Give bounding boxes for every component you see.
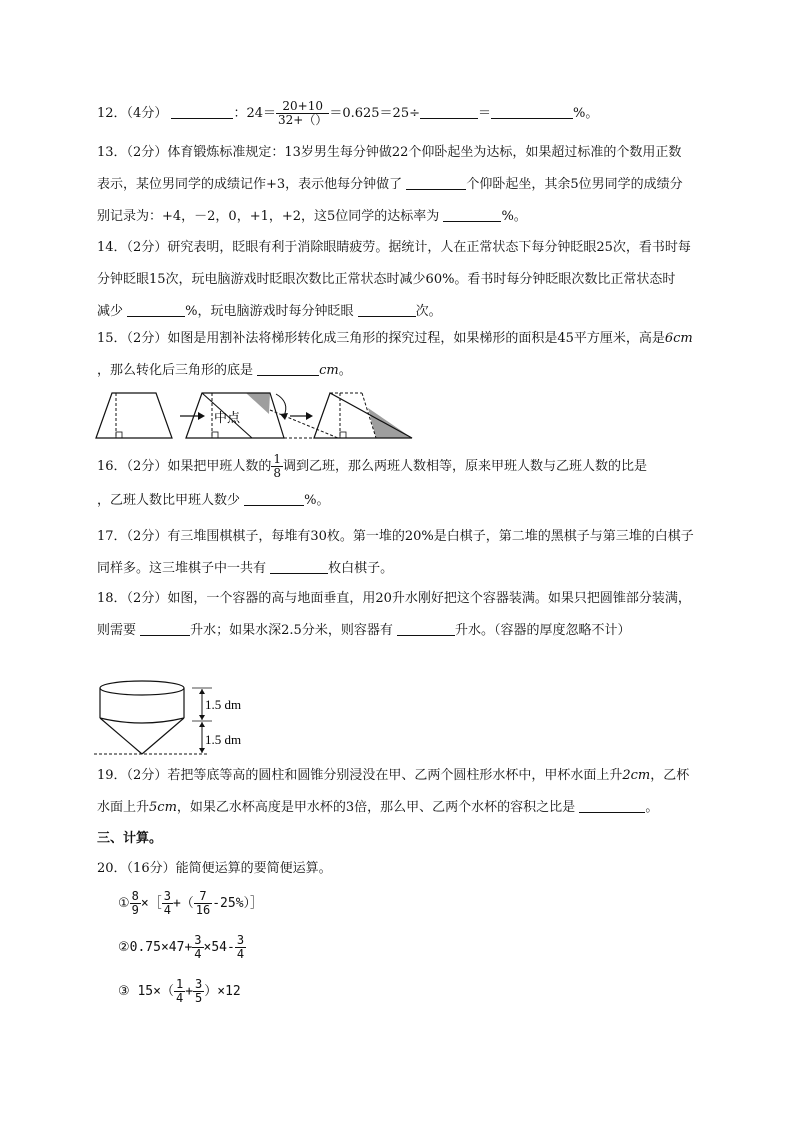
dimension-label: 1.5 dm (205, 732, 242, 747)
fraction: $\frac{20+10}{32+()}$ (278, 99, 328, 127)
expression-2: ②0.75×47+ $\frac{3}{4}$ ×54- $\frac{3}{4}$ (118, 933, 245, 961)
answer-blank[interactable] (127, 302, 185, 317)
answer-blank[interactable] (443, 207, 501, 222)
question-13: 13．（2分）体育锻炼标准规定：13岁男生每分钟做22个仰卧起坐为达标，如果超过标准的个数用正数 表示，某位男同学的成绩记作+3，表示他每分钟做了 个仰卧起坐，其余5位男同学的成绩分 别记录为：+4，－2，0，+1，+2，这5位同学的达标率为 %。 (97, 145, 683, 224)
answer-blank[interactable] (397, 621, 455, 636)
answer-blank[interactable] (420, 104, 478, 119)
arrow-icon (306, 412, 313, 420)
answer-blank[interactable] (171, 104, 233, 119)
question-15: 15．（2分）如图是用割补法将梯形转化成三角形的探究过程，如果梯形的面积是45平方厘米，高是6cm ，那么转化后三角形的底是 cm。 (97, 331, 693, 378)
question-19: 19．（2分）若把等底等高的圆柱和圆锥分别浸没在甲、乙两个圆柱形水杯中，甲杯水面上升2cm，乙杯 水面上升5cm，如果乙水杯高度是甲水杯的3倍，那么甲、乙两个水杯的容积之比是 。 (97, 768, 690, 815)
question-12: 12．（4分） ：24＝ $\frac{20+10}{32+()}$ ＝0.625＝25÷ ＝ %。 (97, 99, 599, 127)
cylinder-cone-container-figure (92, 676, 262, 760)
answer-blank[interactable] (244, 491, 304, 506)
trapezoid-shape (96, 393, 172, 438)
question-14: 14．（2分）研究表明，眨眼有利于消除眼睛疲劳。据统计，人在正常状态下每分钟眨眼25次，看书时每 分钟眨眼15次，玩电脑游戏时眨眼次数比正常状态时减少60%。看书时每分钟眨眼次数比正常状态时 减少 %，玩电脑游戏时每分钟眨眼 次。 (97, 240, 691, 319)
question-20: 20．（16分）能简便运算的要简便运算。 (97, 861, 332, 876)
expression-1: ① $\frac{8}{9}$ ×［ $\frac{3}{4}$ +（ $\frac{7}{16}$ -25%）］ (118, 889, 264, 917)
answer-blank[interactable] (257, 361, 319, 376)
answer-blank[interactable] (140, 621, 190, 636)
answer-blank[interactable] (579, 798, 645, 813)
section-heading: 三、计算。 (97, 831, 163, 846)
answer-blank[interactable] (270, 559, 328, 574)
question-17: 17．（2分）有三堆围棋棋子，每堆有30枚。第一堆的20%是白棋子，第二堆的黑棋子与第三堆的白棋子 同样多。这三堆棋子中一共有 枚白棋子。 (97, 529, 694, 576)
expression-3: ③ 15×（ $\frac{1}{4}$ + $\frac{3}{5}$ ）×12 (118, 977, 241, 1005)
trapezoid-to-triangle-figure (94, 390, 424, 440)
question-16: 16．（2分）如果把甲班人数的 $\frac{1}{8}$ 调到乙班，那么两班人数相等，原来甲班人数与乙班人数的比是 ，乙班人数比甲班人数少 %。 (97, 452, 647, 508)
answer-blank[interactable] (491, 104, 573, 119)
answer-blank[interactable] (406, 175, 466, 190)
dimension-label: 1.5 dm (205, 697, 242, 712)
arrow-icon (198, 412, 205, 420)
fraction: $\frac{1}{8}$ (273, 452, 281, 480)
answer-blank[interactable] (358, 302, 416, 317)
midpoint-label: 中点 (214, 410, 241, 425)
question-18: 18．（2分）如图，一个容器的高与地面垂直，用20升水刚好把这个容器装满。如果只把圆锥部分装满， 则需要 升水；如果水深2.5分米，则容器有 升水。（容器的厚度忽略不计） (97, 591, 691, 638)
